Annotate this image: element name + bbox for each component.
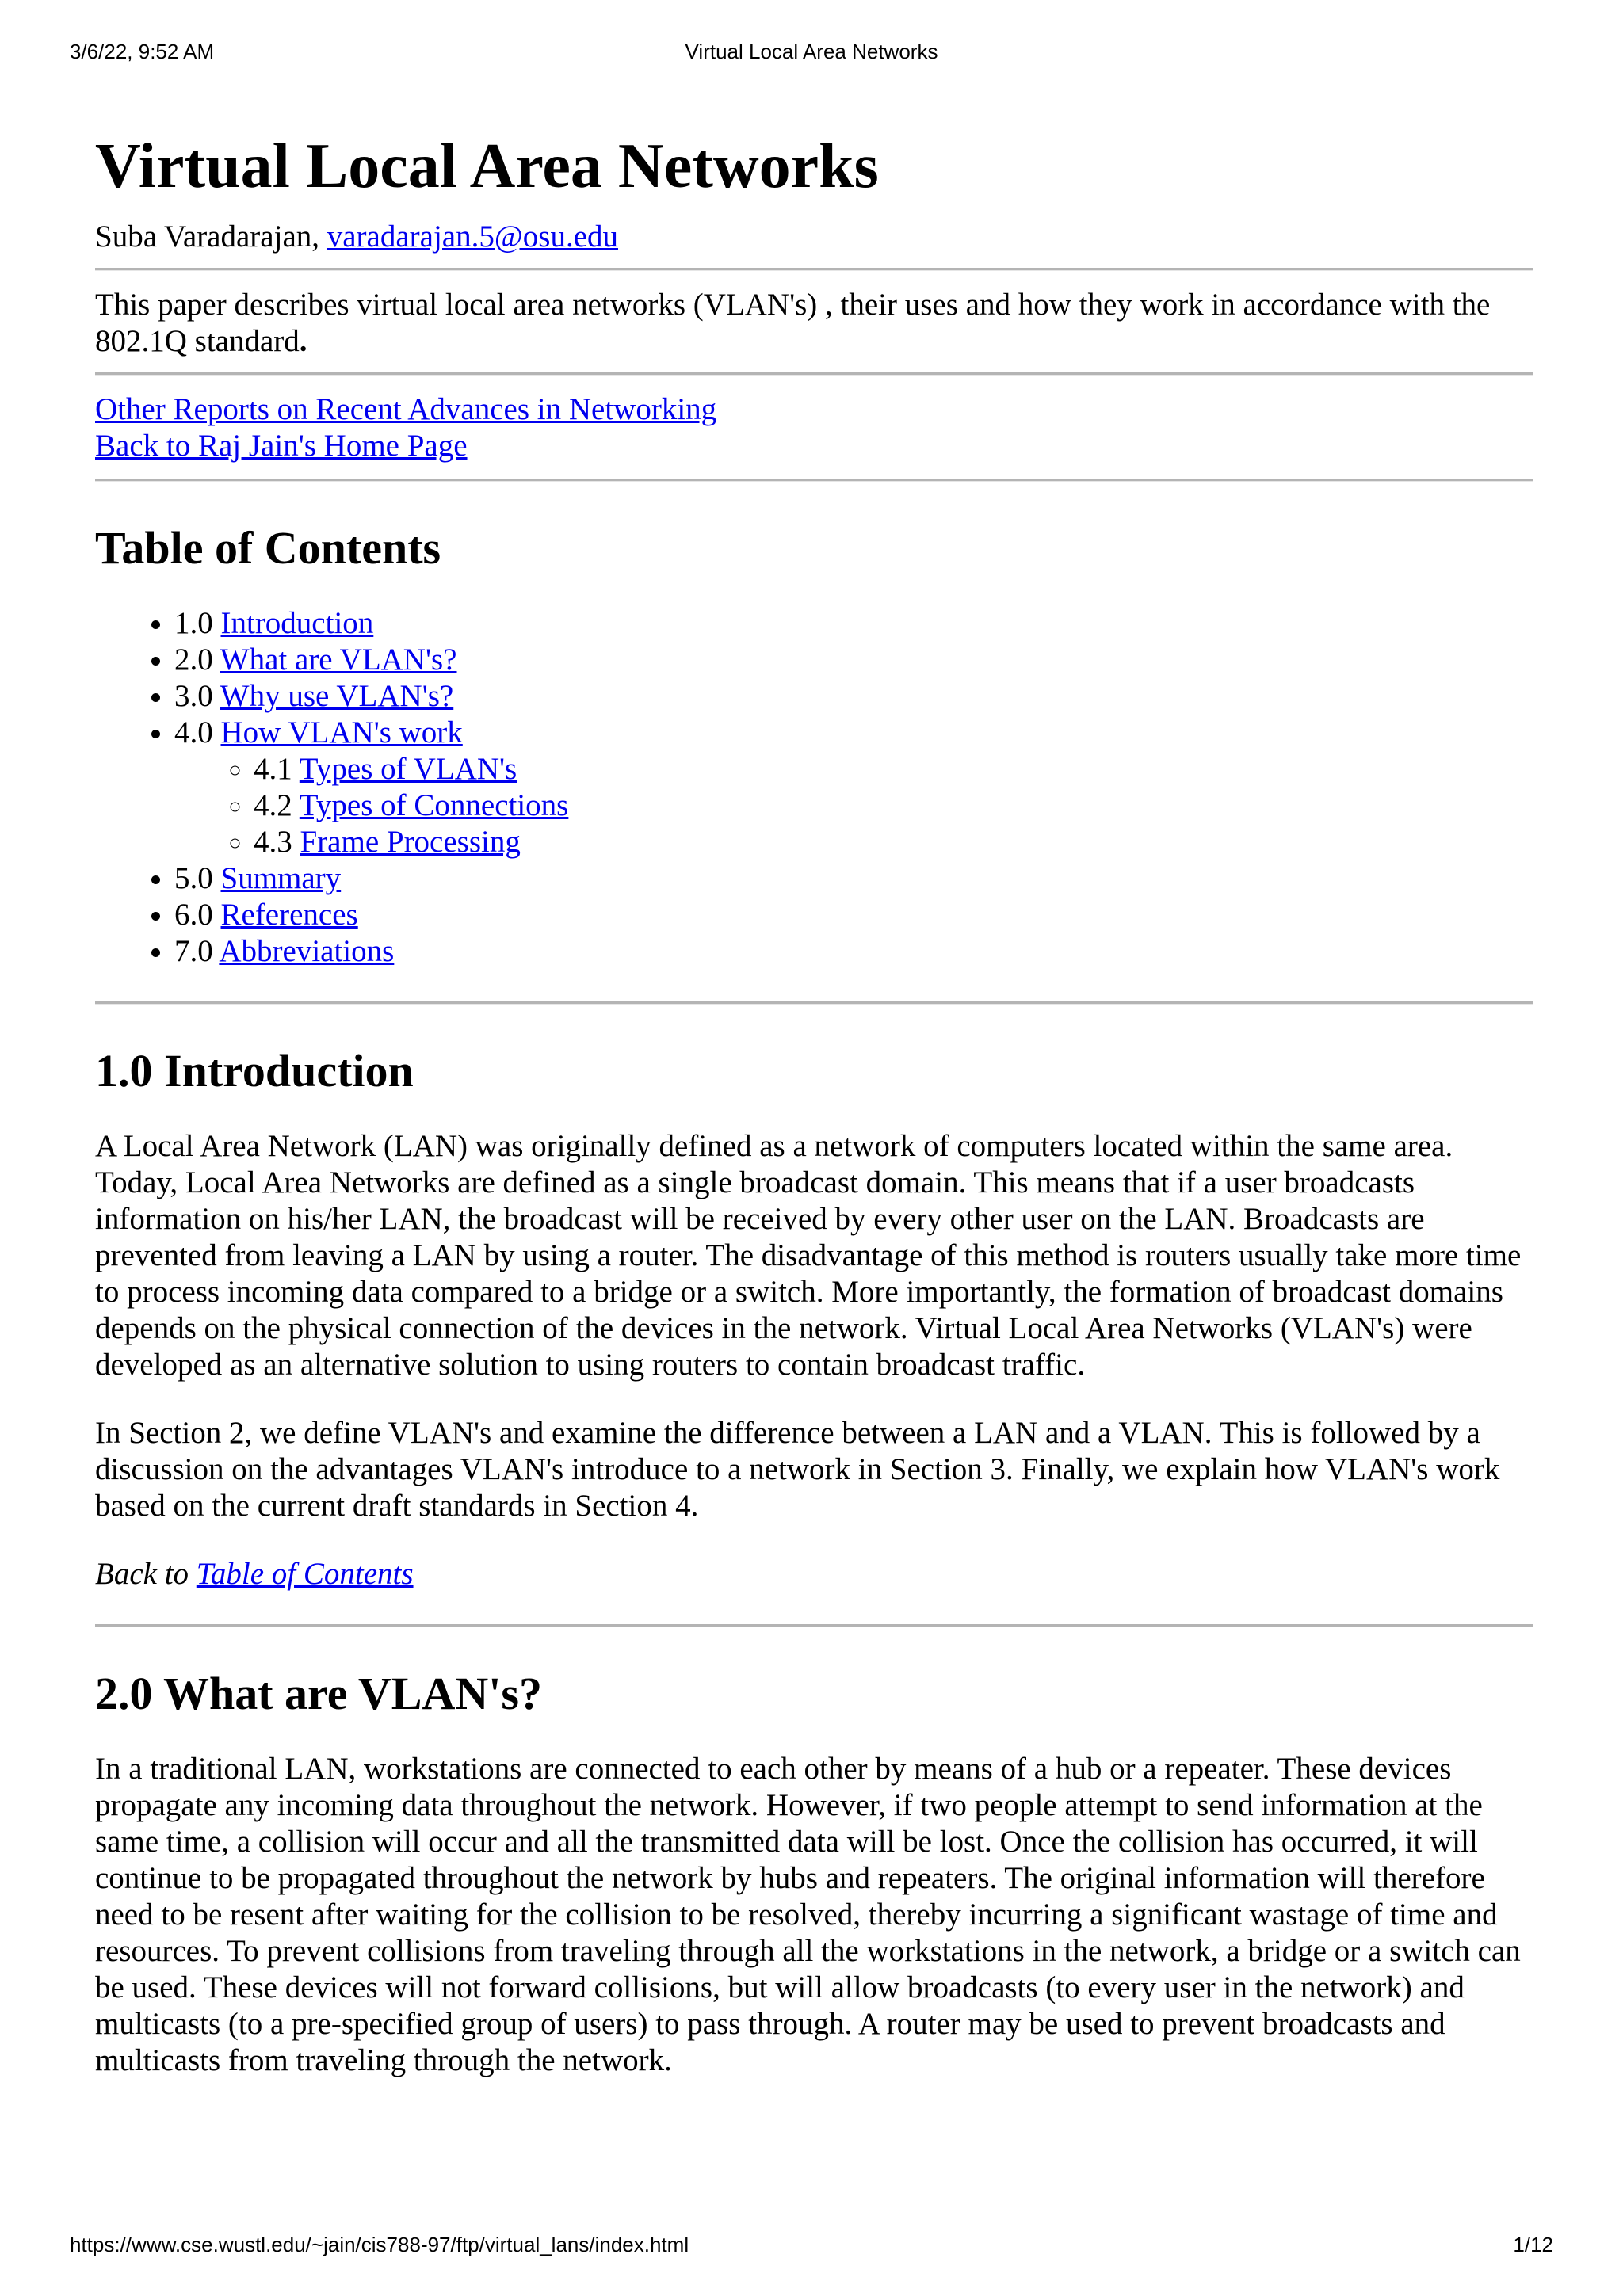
toc-heading: Table of Contents bbox=[95, 522, 441, 574]
toc-item bbox=[174, 678, 1533, 715]
print-doc-title: Virtual Local Area Networks bbox=[685, 40, 938, 63]
section-1-paragraph-2: In Section 2, we define VLAN's and examine the difference between a LAN and a VLAN. This is followed by a discussion on the advantages VLAN's introduce to a network in Section 3. Finally, we explain how VLAN's work based on the current draft standards in Section 4. bbox=[95, 1416, 1500, 1523]
print-header bbox=[0, 40, 1623, 68]
nav-links bbox=[95, 391, 1533, 464]
home-page-link[interactable]: Back to Raj Jain's Home Page bbox=[95, 429, 468, 463]
section-1-heading: 1.0 Introduction bbox=[95, 1045, 414, 1097]
toc-item bbox=[174, 933, 1533, 970]
print-footer bbox=[0, 2233, 1623, 2261]
back-to-toc-link[interactable]: Table of Contents bbox=[196, 1557, 414, 1591]
toc-num: 6.0 bbox=[174, 898, 221, 932]
toc-num: 4.3 bbox=[254, 825, 300, 859]
author-name: Suba Varadarajan, bbox=[95, 219, 327, 254]
page-title: Virtual Local Area Networks bbox=[95, 132, 879, 201]
author-line bbox=[95, 219, 1533, 255]
back-to-toc bbox=[95, 1556, 1533, 1592]
toc-num: 4.1 bbox=[254, 752, 300, 786]
toc-item bbox=[174, 642, 1533, 678]
toc-link-abbreviations[interactable]: Abbreviations bbox=[219, 934, 395, 968]
toc-link-introduction[interactable]: Introduction bbox=[220, 606, 374, 640]
print-page-number: 1/12 bbox=[1513, 2233, 1553, 2256]
divider bbox=[95, 268, 1533, 271]
print-datetime: 3/6/22, 9:52 AM bbox=[70, 40, 215, 63]
abstract bbox=[95, 287, 1533, 360]
divider bbox=[95, 1001, 1533, 1005]
back-to-prefix: Back to bbox=[95, 1557, 197, 1591]
toc-subitem bbox=[254, 788, 1533, 824]
divider bbox=[95, 1624, 1533, 1627]
toc-item bbox=[174, 715, 1533, 860]
section-2-paragraph-1: In a traditional LAN, workstations are connected to each other by means of a hub or a repeater. These devices propagate any incoming data throughout the network. However, if two people attempt to send information at the same time, a collision will occur and all the transmitted data will be lost. Once the collision has occurred, it will continue to be propagated throughout the network by hubs and repeaters. The original information will therefore need to be resent after waiting for the collision to be resolved, thereby incurring a significant wastage of time and resources. To prevent collisions from traveling through all the workstations in the network, a bridge or a switch can be used. These devices will not forward collisions, but will allow broadcasts (to every user in the network) and multicasts (to a pre-specified group of users) to pass through. A router may be used to prevent broadcasts and multicasts from traveling through the network. bbox=[95, 1752, 1521, 2077]
toc-subitem bbox=[254, 751, 1533, 788]
toc-num: 3.0 bbox=[174, 679, 220, 713]
toc-link-types-of-connections[interactable]: Types of Connections bbox=[299, 788, 569, 822]
toc-item bbox=[174, 860, 1533, 897]
toc-link-frame-processing[interactable]: Frame Processing bbox=[300, 825, 521, 859]
toc-link-types-of-vlans[interactable]: Types of VLAN's bbox=[299, 752, 517, 786]
toc-link-why-use-vlans[interactable]: Why use VLAN's? bbox=[220, 679, 454, 713]
toc-list bbox=[95, 605, 1533, 970]
author-email-link[interactable]: varadarajan.5@osu.edu bbox=[327, 219, 619, 254]
toc-sublist bbox=[174, 751, 1533, 860]
print-url: https://www.cse.wustl.edu/~jain/cis788-97/ftp/virtual_lans/index.html bbox=[70, 2233, 689, 2256]
toc-num: 2.0 bbox=[174, 643, 220, 677]
toc-num: 4.2 bbox=[254, 788, 300, 822]
toc-num: 7.0 bbox=[174, 934, 220, 968]
toc-num: 5.0 bbox=[174, 861, 221, 895]
toc-subitem bbox=[254, 824, 1533, 860]
other-reports-link[interactable]: Other Reports on Recent Advances in Networking bbox=[95, 392, 717, 426]
section-2-heading: 2.0 What are VLAN's? bbox=[95, 1668, 542, 1719]
toc-item bbox=[174, 605, 1533, 642]
document-body bbox=[95, 111, 1533, 2079]
toc-link-summary[interactable]: Summary bbox=[220, 861, 342, 895]
divider bbox=[95, 479, 1533, 482]
divider bbox=[95, 372, 1533, 376]
toc-link-references[interactable]: References bbox=[220, 898, 358, 932]
section-1-paragraph-1: A Local Area Network (LAN) was originally defined as a network of computers located within the same area. Today, Local Area Networks are defined as a single broadcast domain. This means that if a user broadcasts information on his/her LAN, the broadcast will be received by every other user on the LAN. Broadcasts are prevented from leaving a LAN by using a router. The disadvantage of this method is routers usually take more time to process incoming data compared to a bridge or a switch. More importantly, the formation of broadcast domains depends on the physical connection of the devices in the network. Virtual Local Area Networks (VLAN's) were developed as an alternative solution to using routers to contain broadcast traffic. bbox=[95, 1129, 1522, 1382]
toc-item bbox=[174, 897, 1533, 933]
abstract-period: . bbox=[299, 324, 307, 358]
toc-num: 1.0 bbox=[174, 606, 221, 640]
abstract-text: This paper describes virtual local area networks (VLAN's) , their uses and how they work in accordance with the 802.1Q standard bbox=[95, 288, 1491, 358]
toc-link-how-vlans-work[interactable]: How VLAN's work bbox=[220, 715, 463, 749]
toc-link-what-are-vlans[interactable]: What are VLAN's? bbox=[220, 643, 457, 677]
toc-num: 4.0 bbox=[174, 715, 221, 749]
